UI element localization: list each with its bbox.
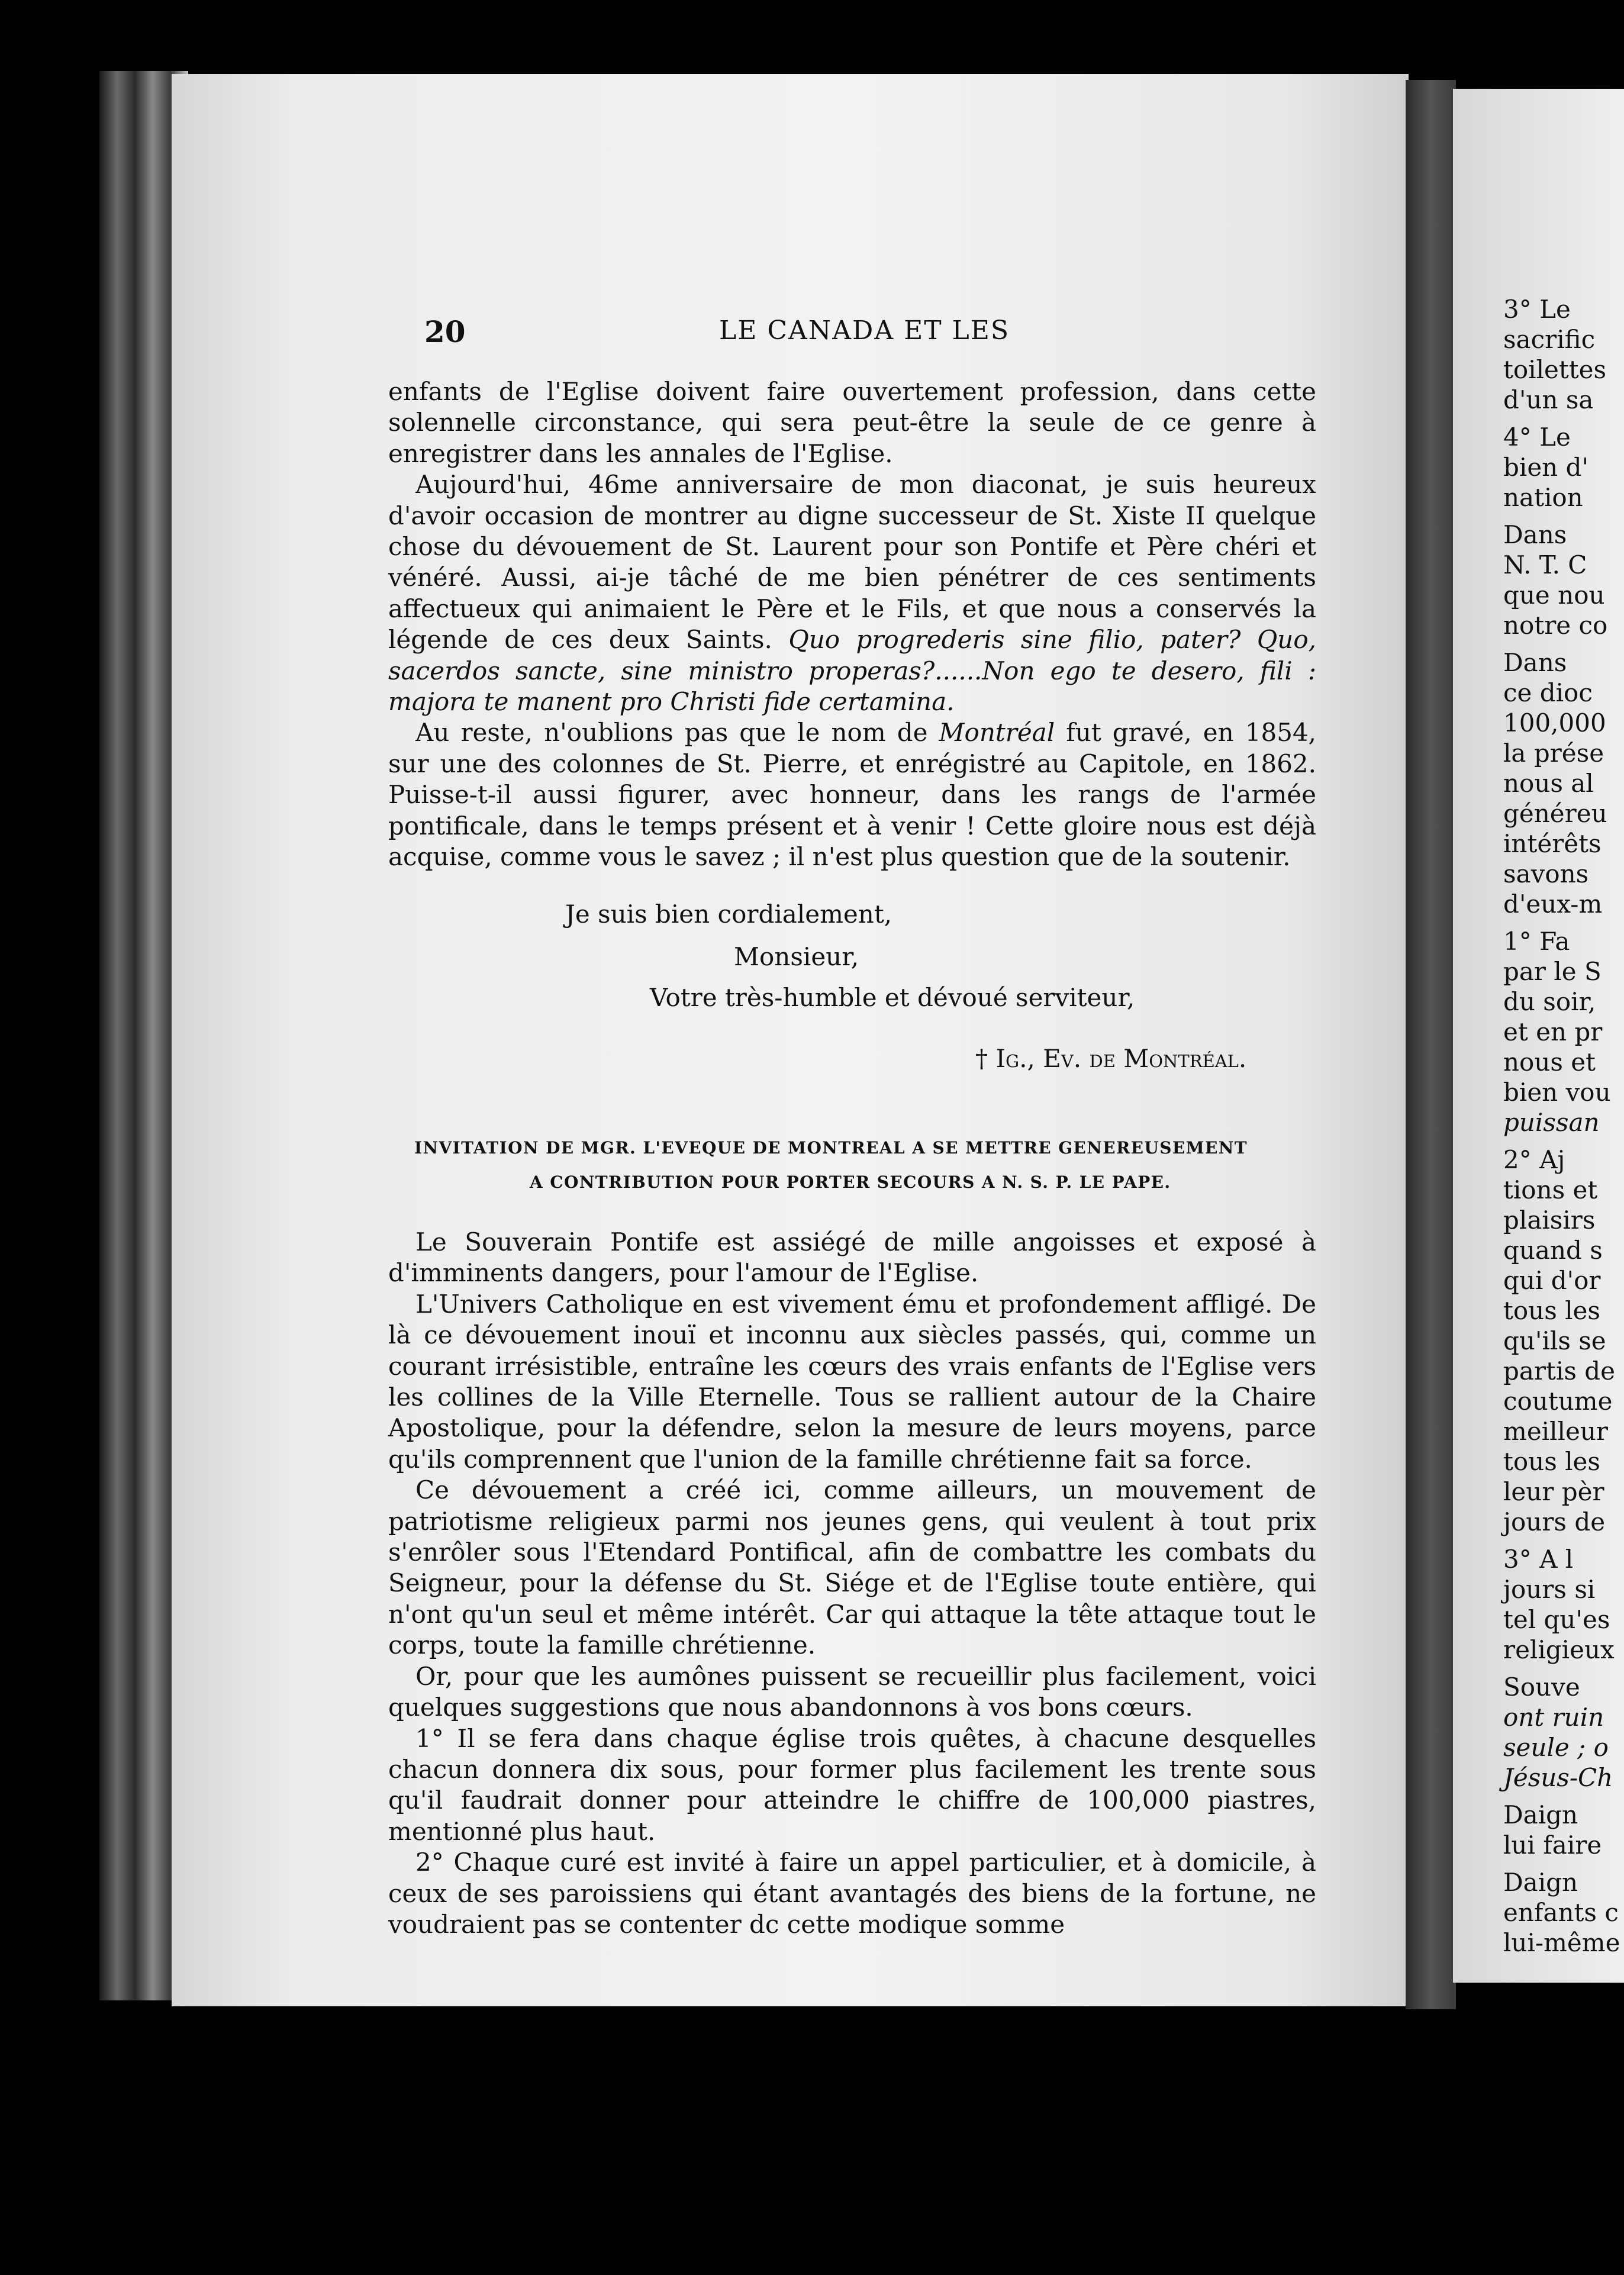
section-heading-line2: A CONTRIBUTION POUR PORTER SECOURS A N. S. P. LE PAPE. xyxy=(530,1172,1171,1192)
facing-page-line: qui d'or xyxy=(1503,1266,1601,1295)
facing-page-line: enfants c xyxy=(1503,1898,1619,1927)
facing-page-line: nous et xyxy=(1503,1048,1596,1077)
facing-page-line: ont ruin xyxy=(1503,1703,1604,1732)
facing-page-line: la prése xyxy=(1503,739,1604,768)
section-body xyxy=(388,1227,1316,1940)
facing-page-line: toilettes xyxy=(1503,355,1607,384)
facing-page-line: bien vou xyxy=(1503,1078,1611,1107)
facing-page-line: lui faire xyxy=(1503,1831,1602,1860)
facing-page-line: 3° A l xyxy=(1503,1545,1574,1574)
facing-page-line: seule ; o xyxy=(1503,1733,1609,1762)
letter-paragraph xyxy=(388,469,1316,717)
section-paragraph: Ce dévouement a créé ici, comme ailleurs, un mouvement de patriotisme religieux parmi nos jeunes gens, qui veulent à tout prix s'enrôler sous l'Etendard Pontifical, afin de combattre les combats du Seigneur, pour la défense du St. Siége et de l'Eglise toute entière, qui n'ont qu'un seul et même intérêt. Car qui attaque la tête attaque tout le corps, toute la famille chrétienne. xyxy=(388,1475,1316,1660)
facing-page-line: tous les xyxy=(1503,1296,1600,1325)
facing-page-fragment xyxy=(1453,89,1624,1983)
closing-salutation: Je suis bien cordialement, xyxy=(565,900,892,929)
facing-page-line: que nou xyxy=(1503,581,1605,610)
facing-page-line: Dans xyxy=(1503,648,1567,677)
page-number: 20 xyxy=(424,314,466,349)
facing-page-line: notre co xyxy=(1503,611,1608,640)
facing-page-line: sacrific xyxy=(1503,325,1596,354)
facing-page-line: d'un sa xyxy=(1503,385,1594,414)
section-heading-line1: INVITATION DE MGR. L'EVEQUE DE MONTREAL A SE METTRE GENEREUSEMENT xyxy=(414,1138,1248,1158)
book-gutter xyxy=(1406,80,1456,2009)
facing-page-line: nation xyxy=(1503,483,1583,512)
facing-page-line: 4° Le xyxy=(1503,423,1571,452)
facing-page-line: généreu xyxy=(1503,799,1607,828)
letter-paragraph: enfants de l'Eglise doivent faire ouvertement profession, dans cette solennelle circonstance, qui sera peut-être la seule de ce genre à enregistrer dans les annales de l'Eglise. xyxy=(388,377,1316,468)
section-paragraph: Le Souverain Pontife est assiégé de mille angoisses et exposé à d'imminents dangers, pour l'amour de l'Eglise. xyxy=(388,1227,1316,1288)
facing-page-line: nous al xyxy=(1503,769,1594,798)
facing-page-line: par le S xyxy=(1503,957,1602,986)
closing-servant: Votre très-humble et dévoué serviteur, xyxy=(650,983,1135,1012)
facing-page-line: meilleur xyxy=(1503,1417,1608,1446)
facing-page-line: tous les xyxy=(1503,1447,1600,1476)
facing-page-line: quand s xyxy=(1503,1236,1603,1265)
facing-page-line: coutume xyxy=(1503,1387,1613,1416)
facing-page-line: tel qu'es xyxy=(1503,1605,1610,1634)
section-paragraph: Or, pour que les aumônes puissent se recueillir plus facilement, voici quelques suggestions que nous abandonnons à vos bons cœurs. xyxy=(388,1661,1316,1722)
montreal-word: Montréal xyxy=(939,718,1055,747)
facing-page-line: lui-même xyxy=(1503,1928,1620,1957)
section-paragraph: 2° Chaque curé est invité à faire un appel particulier, et à domicile, à ceux de ses paroissiens qui étant avantagés des biens de la fortune, ne voudraient pas se contenter dc cette modique somme xyxy=(388,1848,1316,1939)
latin-quote: Quo progrederis sine filio, pater? Quo, sacerdos sancte, sine ministro properas?......Non ego te desero, fili : majora te manent pro Christi fide certamina. xyxy=(388,625,1316,717)
letter-text: fut gravé, en 1854, sur une des colonnes de St. Pierre, et enrégistré au Capitole, en 1862. Puisse-t-il aussi figurer, avec honneur, dans les rangs de l'armée pontificale, dans le temps présent et à venir ! Cette gloire nous est déjà acquise, comme vous le savez ; il n'est plus question que de la soutenir. xyxy=(388,718,1316,872)
facing-page-line: Daign xyxy=(1503,1800,1578,1829)
section-paragraph: L'Univers Catholique en est vivement ému et profondement affligé. De là ce dévouement inouï et inconnu aux siècles passés, qui, comme un courant irrésistible, entraîne les cœurs des vrais enfants de l'Eglise vers les collines de la Ville Eternelle. Tous se rallient autour de la Chaire Apostolique, pour la défendre, selon la mesure de leurs moyens, parce qu'ils comprennent que l'union de la famille chrétienne fait sa force. xyxy=(388,1289,1316,1474)
facing-page-line: bien d' xyxy=(1503,453,1589,482)
facing-page-line: du soir, xyxy=(1503,987,1596,1016)
facing-page-line: qu'ils se xyxy=(1503,1326,1606,1355)
facing-page-line: partis de xyxy=(1503,1356,1615,1385)
facing-page-line: d'eux-m xyxy=(1503,890,1603,919)
facing-page-line: 100,000 xyxy=(1503,708,1606,737)
section-paragraph: 1° Il se fera dans chaque église trois quêtes, à chacune desquelles chacun donnera dix sous, pour former plus facilement les trente sous qu'il faudrait donner pour atteindre le chiffre de 100,000 piastres, mentionné plus haut. xyxy=(388,1723,1316,1846)
facing-page-line: savons xyxy=(1503,859,1589,888)
facing-page-line: religieux xyxy=(1503,1635,1615,1664)
letter-paragraph xyxy=(388,717,1316,872)
facing-page-line: puissan xyxy=(1503,1108,1600,1137)
closing-address: Monsieur, xyxy=(734,942,859,971)
facing-page-line: Daign xyxy=(1503,1868,1578,1897)
facing-page-line: leur pèr xyxy=(1503,1477,1604,1506)
facing-page-line: Dans xyxy=(1503,520,1567,549)
letter-text: Au reste, n'oublions pas que le nom de xyxy=(415,718,928,747)
facing-page-line: N. T. C xyxy=(1503,550,1587,579)
signature: † Ig., Ev. de Montréal. xyxy=(975,1044,1247,1073)
facing-page-line: et en pr xyxy=(1503,1017,1603,1046)
facing-page-line: 2° Aj xyxy=(1503,1145,1565,1174)
facing-page-line: 3° Le xyxy=(1503,295,1571,324)
letter-text: Aujourd'hui, 46me anniversaire de mon diaconat, je suis heureux d'avoir occasion de montrer au digne successeur de St. Xiste II quelque chose du dévouement de St. Laurent pour son Pontife et Père chéri et vénéré. Aussi, ai-je tâché de me bien pénétrer de ces sentiments affectueux qui animaient le Père et le Fils, et que nous a conservés la légende de ces deux Saints. xyxy=(388,470,1316,655)
facing-page-line: jours de xyxy=(1503,1507,1606,1536)
facing-page-line: Souve xyxy=(1503,1673,1580,1702)
running-title: LE CANADA ET LES xyxy=(719,315,1010,346)
facing-page-line: ce dioc xyxy=(1503,678,1593,707)
letter-body xyxy=(388,376,1316,873)
facing-page-line: intérêts xyxy=(1503,829,1602,858)
facing-page-line: Jésus-Ch xyxy=(1503,1763,1613,1792)
facing-page-line: tions et xyxy=(1503,1175,1598,1204)
facing-page-line: plaisirs xyxy=(1503,1206,1596,1235)
facing-page-line: jours si xyxy=(1503,1575,1596,1604)
facing-page-line: 1° Fa xyxy=(1503,927,1570,956)
